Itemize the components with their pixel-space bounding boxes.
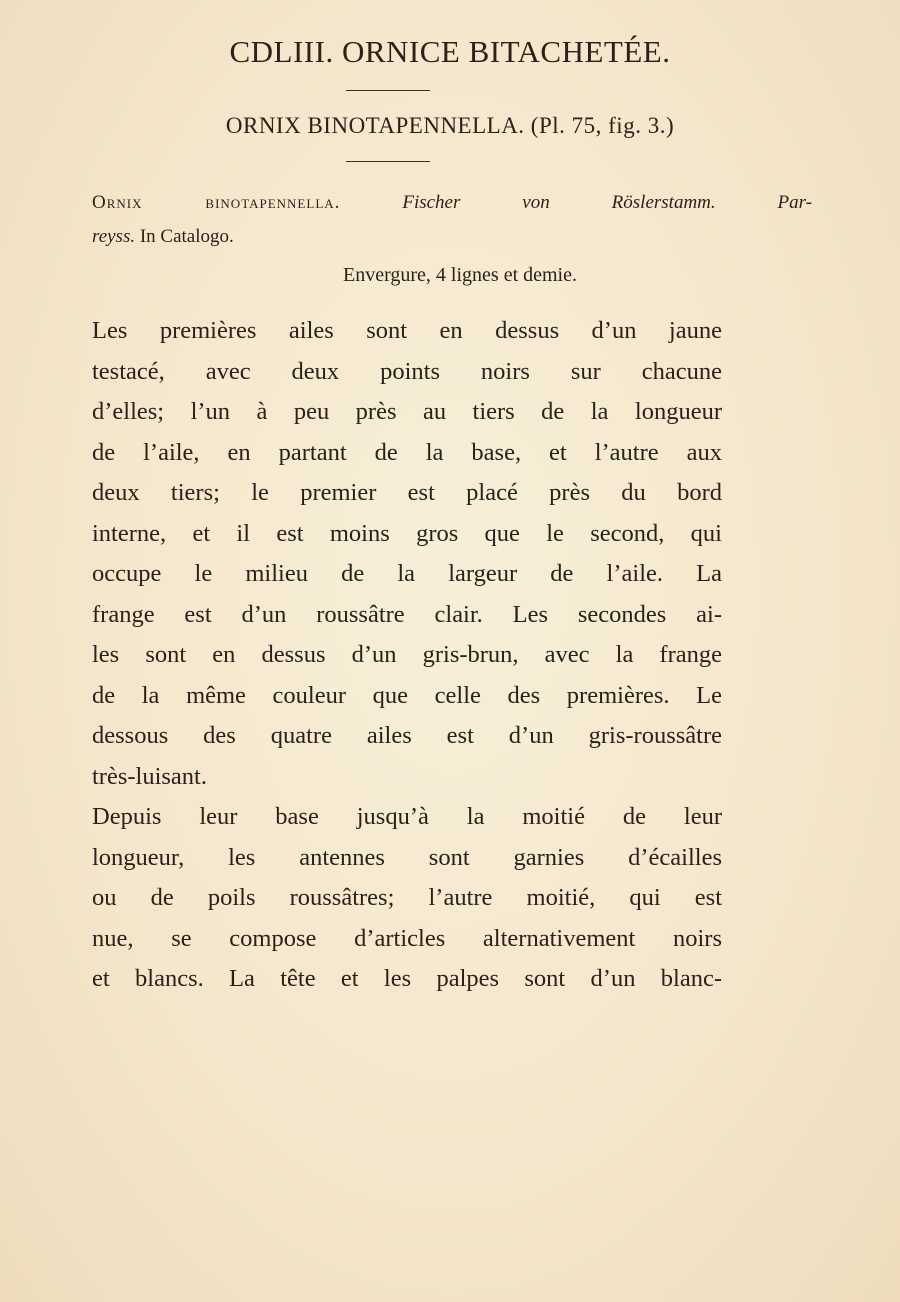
divider-bottom	[346, 161, 430, 162]
text-line: interne, et il est moins gros que le second, qui	[92, 519, 722, 547]
synonym-reference: In Catalogo.	[139, 226, 234, 247]
text-line: de la même couleur que celle des premières. Le	[92, 681, 722, 709]
text-line: d’elles; l’un à peu près au tiers de la longueur	[92, 398, 722, 425]
text-line: deux tiers; le premier est placé près du bord	[92, 479, 722, 506]
description-text	[92, 311, 722, 1000]
species-subtitle: ORNIX BINOTAPENNELLA. (Pl. 75, fig. 3.)	[225, 113, 675, 138]
wingspan: Envergure, 4 lignes et demie.	[342, 264, 577, 286]
text-line: testacé, avec deux points noirs sur chacune	[92, 357, 722, 385]
paragraph-2	[92, 797, 722, 1000]
text-line: Depuis leur base jusqu’à la moitié de leur	[92, 803, 722, 830]
text-line: occupe le milieu de la largeur de l’aile. La	[92, 560, 722, 587]
divider-top	[346, 90, 430, 91]
text-line: les sont en dessus d’un gris-brun, avec la frange	[92, 641, 722, 668]
text-line: ou de poils roussâtres; l’autre moitié, qui est	[92, 884, 722, 911]
page-title: CDLIII. ORNICE BITACHETÉE.	[229, 34, 671, 69]
text-line: Les premières ailes sont en dessus d’un jaune	[92, 317, 722, 344]
synonym-author: Fischer von Röslerstamm. Par-	[402, 192, 813, 213]
synonym-name: Ornix binotapennella.	[92, 192, 341, 213]
text-line: très-luisant.	[92, 762, 207, 790]
synonymy	[92, 186, 812, 254]
text-line: et blancs. La tête et les palpes sont d’un blanc-	[92, 965, 722, 992]
text-line: nue, se compose d’articles alternativement noirs	[92, 924, 722, 952]
text-line: longueur, les antennes sont garnies d’écailles	[92, 843, 722, 871]
text-line: dessous des quatre ailes est d’un gris-roussâtre	[92, 722, 722, 749]
paragraph-1	[92, 311, 722, 797]
text-line: frange est d’un roussâtre clair. Les secondes ai-	[92, 600, 722, 628]
synonym-author-cont: reyss.	[92, 226, 136, 247]
text-line: de l’aile, en partant de la base, et l’autre aux	[92, 438, 722, 466]
